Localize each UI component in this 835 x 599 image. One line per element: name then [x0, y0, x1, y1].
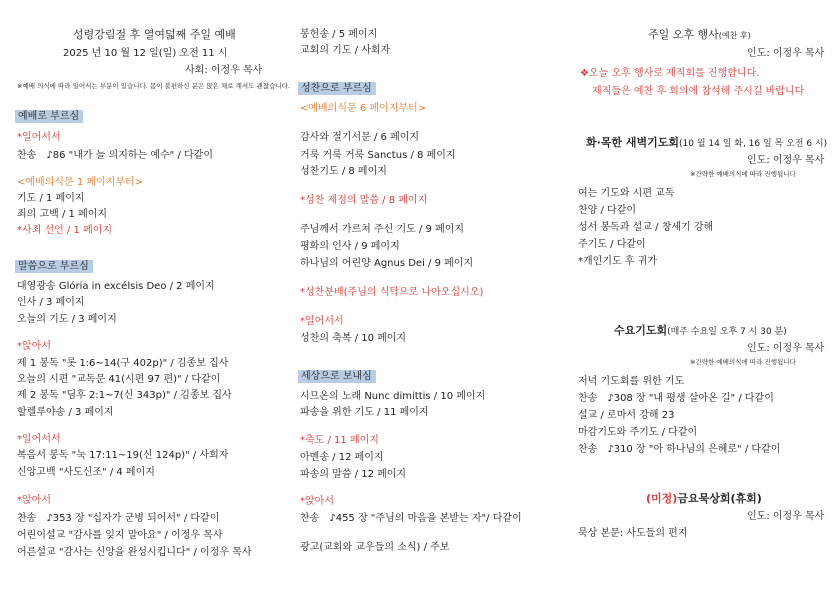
- order-item: 인사 / 3 페이지: [17, 297, 85, 308]
- order-item: 마감기도와 주기도 / 다같이: [578, 427, 698, 438]
- hymn-item: 찬송 ♪353 장 "십자가 군병 되어서" / 다같이: [17, 513, 220, 524]
- stand-instruction: *일어서서: [300, 316, 344, 327]
- order-item: 신앙고백 "사도신조" / 4 페이지: [17, 467, 155, 478]
- order-item: *축도 / 11 페이지: [300, 435, 379, 446]
- order-item: *성찬 제정의 말씀 / 8 페이지: [300, 195, 428, 206]
- order-item: 파송을 위한 기도 / 11 페이지: [300, 407, 429, 418]
- sit-instruction: *앉아서: [17, 495, 51, 506]
- order-item: 평화의 인사 / 9 페이지: [300, 241, 400, 252]
- worship-datetime: 2025 년 10 월 12 일(일) 오전 11 시: [63, 48, 228, 59]
- order-item: 하나님의 어린양 Agnus Dei / 9 페이지: [300, 258, 474, 269]
- order-item: 죄의 고백 / 1 페이지: [17, 209, 108, 220]
- afternoon-title: 주일 오후 행사(예찬 후): [648, 28, 751, 41]
- dawn-note: ※간략한 예배의식에 따라 진행됩니다: [690, 170, 796, 178]
- order-item: 파송의 말씀 / 12 페이지: [300, 469, 407, 480]
- order-item: 아멘송 / 12 페이지: [300, 452, 384, 463]
- order-item: 성찬의 축복 / 10 페이지: [300, 333, 407, 344]
- stand-instruction: *일어서서: [17, 434, 61, 445]
- order-item: 기도 / 1 페이지: [17, 193, 85, 204]
- order-item: 시므온의 노래 Nunc dimittis / 10 페이지: [300, 391, 486, 402]
- hymn-item: 찬송 ♪455 장 "주님의 마음을 본받는 자"/ 다같이: [300, 513, 522, 524]
- wednesday-title: 수요기도회(매주 수요일 오후 7 시 30 분): [614, 324, 787, 337]
- notice-icon: ❖: [580, 68, 589, 79]
- order-item: 제 2 봉독 "딤후 2:1~7(신 343p)" / 김종보 집사: [17, 390, 232, 401]
- order-item: 거룩 거룩 거룩 Sanctus / 8 페이지: [300, 150, 456, 161]
- hymn-item: 찬송 ♪308 장 "내 평생 살아온 길" / 다같이: [578, 393, 774, 404]
- sit-instruction: *앉아서: [17, 341, 51, 352]
- order-item: 교회의 기도 / 사회자: [300, 45, 391, 56]
- dawn-title: 화·목한 새벽기도회(10 월 14 일 화, 16 일 목 오전 6 시): [586, 136, 828, 149]
- order-item: *성찬분배(주님의 식탁으로 나아오십시오): [300, 287, 484, 298]
- afternoon-leader: 인도: 이정우 목사: [747, 48, 825, 59]
- liturgy-ref: <예배의식문 6 페이지부터>: [300, 103, 427, 114]
- order-item: 성서 봉독과 설교 / 창세기 강해: [578, 222, 714, 233]
- hymn-item: 찬송 ♪310 장 "아 하나님의 은혜로" / 다같이: [578, 444, 781, 455]
- order-item: 광고(교회와 교우들의 소식) / 주보: [300, 542, 450, 553]
- afternoon-notice-2: 제직들은 예찬 후 회의에 참석해 주시길 바랍니다: [592, 86, 805, 97]
- order-item: 주기도 / 다같이: [578, 239, 646, 250]
- worship-note: ※예배 의식에 따라 일어서는 부분이 있습니다. 몸이 불편하신 분은 앉은 채로 계셔도 괜찮습니다.: [17, 82, 290, 90]
- order-item: 대영광송 Glória in excélsis Deo / 2 페이지: [17, 281, 215, 292]
- stand-instruction: *일어서서: [17, 132, 61, 143]
- order-item: 제 1 봉독 "롯 1:6~14(구 402p)" / 김종보 집사: [17, 358, 229, 369]
- worship-title: 성령강림절 후 열여덟째 주일 예배: [73, 28, 236, 41]
- wednesday-leader: 인도: 이정우 목사: [747, 343, 825, 354]
- order-item: 복음서 봉독 "눅 17:11~19(신 124p)" / 사회자: [17, 450, 229, 461]
- order-item: 여는 기도와 시편 교독: [578, 188, 675, 199]
- order-item: 어린이설교 "감사를 잊지 말아요" / 이정우 목사: [17, 530, 223, 541]
- section-eucharist: 성찬으로 부르심: [298, 82, 376, 95]
- order-item: 어른설교 "감사는 신앙을 완성시킵니다" / 이정우 목사: [17, 547, 252, 558]
- liturgy-ref: <예배의식문 1 페이지부터>: [17, 177, 144, 188]
- order-item: 저녁 기도회를 위한 기도: [578, 376, 685, 387]
- section-call-to-worship: 예배로 부르심: [15, 110, 83, 123]
- dawn-leader: 인도: 이정우 목사: [747, 155, 825, 166]
- order-item: 주님께서 가르쳐 주신 기도 / 9 페이지: [300, 224, 465, 235]
- order-item: 찬양 / 다같이: [578, 205, 637, 216]
- order-item: *사죄 선언 / 1 페이지: [17, 225, 113, 236]
- order-item: 오늘의 시편 "교독문 41(시편 97 편)" / 다같이: [17, 374, 221, 385]
- afternoon-notice: ❖오늘 오후 행사로 제직회를 진행합니다.: [580, 68, 760, 79]
- order-item: 성찬기도 / 8 페이지: [300, 166, 387, 177]
- section-word: 말씀으로 부르심: [15, 260, 93, 273]
- friday-leader: 인도: 이정우 목사: [747, 511, 825, 522]
- order-item: 오늘의 기도 / 3 페이지: [17, 314, 117, 325]
- wednesday-note: ※간략한 예배의식에 따라 진행됩니다: [690, 358, 796, 366]
- section-sending: 세상으로 보내심: [298, 370, 376, 383]
- hymn-item: 찬송 ♪86 "내가 늘 의지하는 예수" / 다같이: [17, 150, 213, 161]
- sit-instruction: *앉아서: [300, 496, 334, 507]
- order-item: *개인기도 후 귀가: [578, 256, 657, 267]
- order-item: 묵상 본문: 사도들의 편지: [578, 528, 688, 539]
- order-item: 설교 / 로마서 강해 23: [578, 410, 675, 421]
- order-item: 할렐루야송 / 3 페이지: [17, 407, 114, 418]
- order-item: 감사와 절기서문 / 6 페이지: [300, 132, 420, 143]
- order-item: 봉헌송 / 5 페이지: [300, 29, 378, 40]
- friday-title: (미정)금요묵상회(휴회): [646, 492, 762, 505]
- worship-host: 사회: 이정우 목사: [185, 65, 263, 76]
